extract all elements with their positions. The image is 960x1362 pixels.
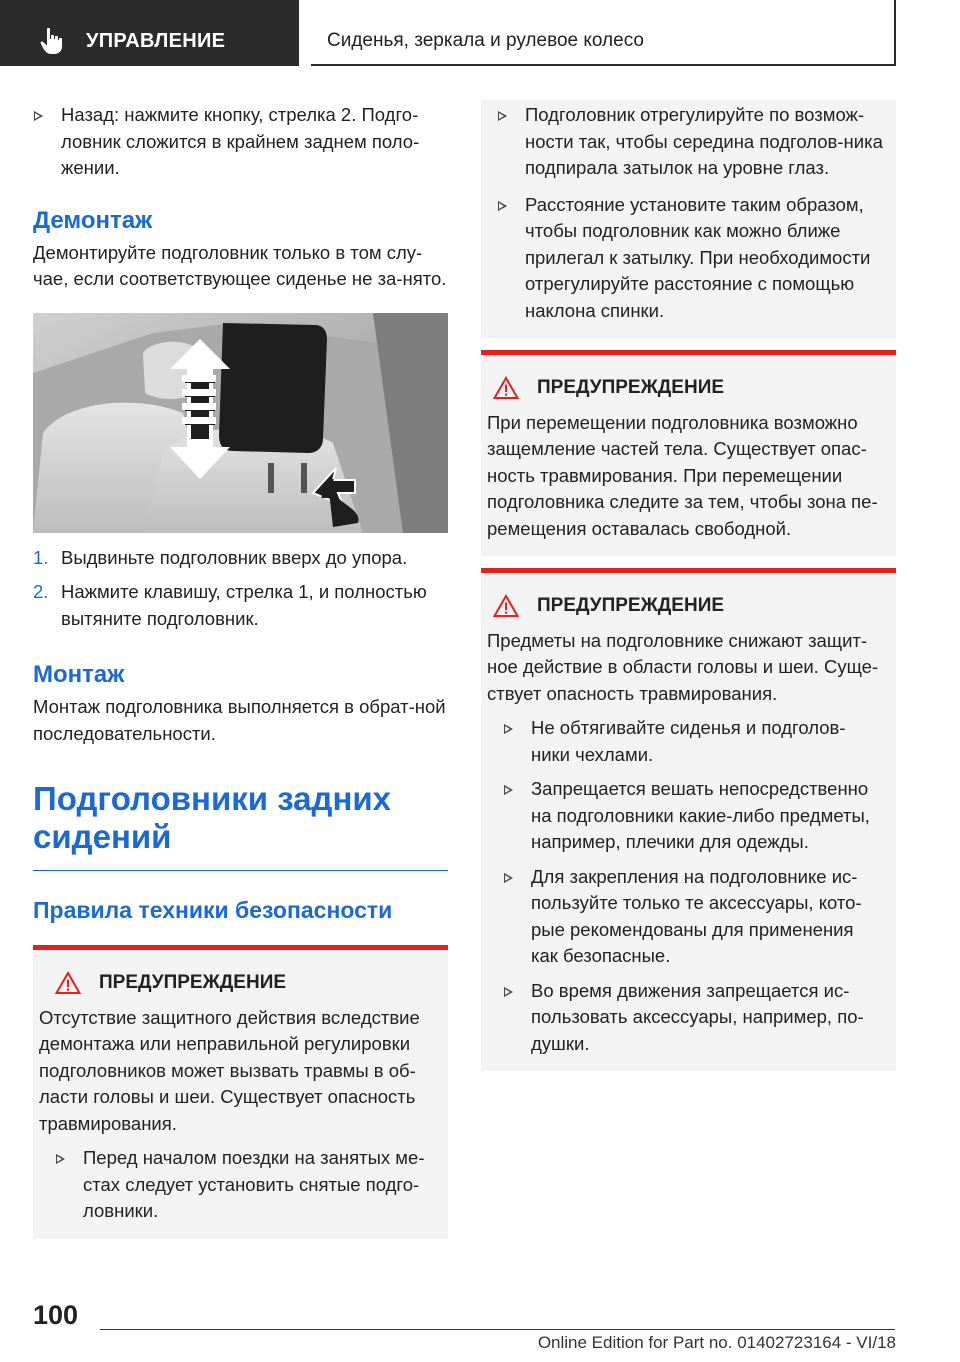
- warning-triangle-icon: [493, 376, 519, 400]
- bullet-text: Перед началом поездки на занятых ме-стах следует установить снятые подго-ловники.: [83, 1147, 425, 1221]
- bullet-text: Во время движения запрещается ис-пользовать аксессуары, например, по-душки.: [531, 979, 864, 1054]
- bullet-text: Для закрепления на подголовнике ис-пользуйте только те аксессуары, кото-рые рекомендованы для применения как безопасные.: [531, 865, 862, 966]
- warning-triangle-icon: [493, 594, 519, 618]
- footer-divider: [100, 1329, 895, 1330]
- list-item: [33, 545, 448, 572]
- right-column: [481, 100, 896, 1071]
- triangle-bullet-icon: [56, 1154, 65, 1164]
- page-number: 100: [33, 1300, 79, 1330]
- headrest-photo: [33, 313, 448, 533]
- left-column: [33, 100, 448, 1239]
- triangle-bullet-icon: [504, 785, 513, 795]
- warning-title: [487, 593, 884, 620]
- warning-title: [39, 970, 432, 997]
- triangle-bullet-icon: [498, 201, 507, 211]
- removal-heading: Демонтаж: [33, 206, 153, 234]
- list-item: [497, 192, 884, 325]
- bullet-text: Не обтягивайте сиденья и подголов-ники чехлами.: [531, 717, 846, 765]
- triangle-bullet-icon: [504, 724, 513, 734]
- list-item: [55, 1145, 432, 1225]
- install-text: Монтаж подголовника выполняется в обрат-ной последовательности.: [33, 696, 446, 744]
- list-item: [503, 776, 884, 856]
- removal-text: Демонтируйте подголовник только в том слу-чае, если соответствующее сиденье не за-нято.: [33, 241, 447, 289]
- warning-text: При перемещении подголовника возможно защемление частей тела. Существует опас-ность травмирования. При перемещении подголовника следите за тем, чтобы зона пе-ремещения оставалась свободной.: [487, 411, 878, 539]
- footer-edition: Online Edition for Part no. 01402723164 - VI/18: [537, 1333, 896, 1352]
- triangle-bullet-icon: [34, 111, 43, 121]
- warning-box: [33, 945, 448, 1239]
- figure-callout-number: 1: [321, 472, 337, 504]
- list-item: [33, 102, 448, 182]
- step-number: 2.: [33, 581, 49, 602]
- safety-heading: Правила техники безопасности: [33, 897, 393, 923]
- step-text: Выдвиньте подголовник вверх до упора.: [61, 546, 408, 568]
- hand-pointer-icon: [40, 27, 64, 55]
- step-text: Нажмите клавишу, стрелка 1, и полностью вытяните подголовник.: [61, 581, 427, 629]
- warning-text: Предметы на подголовнике снижают защит-ное действие в области головы и шеи. Суще-ствует опасность травмирования.: [487, 629, 879, 704]
- warning-title-text: ПРЕДУПРЕЖДЕНИЕ: [537, 595, 725, 616]
- bullet-text: Назад: нажмите кнопку, стрелка 2. Подго-ловник сложится в крайнем заднем поло-жении.: [61, 104, 420, 178]
- section-divider: [33, 870, 448, 871]
- warning-text: Отсутствие защитного действия вследствие демонтажа или неправильной регулировки подголовников может вызвать травмы в об-ласти головы и шеи. Существует опасность травмирования.: [39, 1006, 420, 1134]
- header-section-label: УПРАВЛЕНИЕ: [86, 30, 226, 52]
- bullet-box: [481, 100, 896, 338]
- warning-title: [487, 375, 888, 402]
- bullet-text: Расстояние установите таким образом, чтобы подголовник как можно ближе прилегал к затылку. При необходимости отрегулируйте расстояние с помощью наклона спинки.: [525, 193, 871, 321]
- list-item: [503, 715, 884, 768]
- warning-title-text: ПРЕДУПРЕЖДЕНИЕ: [99, 972, 287, 993]
- warning-triangle-icon: [55, 971, 81, 995]
- header-section-tab: [0, 0, 299, 66]
- warning-box: [481, 568, 896, 1071]
- list-item: [497, 102, 884, 182]
- triangle-bullet-icon: [498, 111, 507, 121]
- section-heading: Подголовники задних сидений: [33, 780, 392, 855]
- headrest-illustration: [33, 313, 448, 533]
- list-item: [503, 864, 884, 970]
- warning-box: [481, 350, 896, 556]
- list-item: [503, 978, 884, 1058]
- warning-title-text: ПРЕДУПРЕЖДЕНИЕ: [537, 377, 725, 398]
- bullet-text: Запрещается вешать непосредственно на подголовники какие-либо предметы, например, плечики для одежды.: [531, 778, 870, 852]
- step-number: 1.: [33, 546, 49, 568]
- triangle-bullet-icon: [504, 987, 513, 997]
- triangle-bullet-icon: [504, 873, 513, 883]
- bullet-text: Подголовник отрегулируйте по возмож-ности так, чтобы середина подголов-ника подпирала затылок на уровне глаз.: [525, 104, 883, 178]
- install-heading: Монтаж: [33, 661, 125, 688]
- header-chapter: [311, 0, 896, 66]
- list-item: [33, 579, 448, 632]
- header-chapter-label: Сиденья, зеркала и рулевое колесо: [327, 30, 644, 51]
